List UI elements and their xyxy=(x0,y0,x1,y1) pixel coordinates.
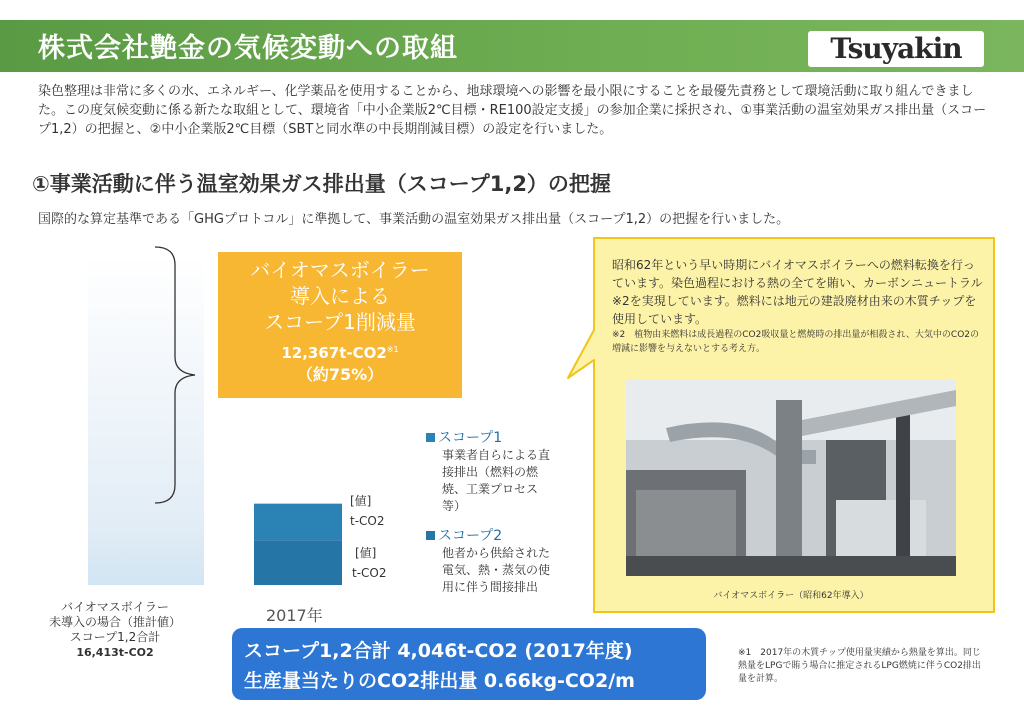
scope2-unit-label: t-CO2 xyxy=(352,566,387,580)
bar-2017-scope1 xyxy=(254,504,342,541)
reduction-line3: スコープ1削減量 xyxy=(264,310,416,334)
summary-line2: 生産量当たりのCO2排出量 0.66kg-CO2/m xyxy=(244,670,635,692)
reduction-amount xyxy=(218,340,462,363)
reduction-line2: 導入による xyxy=(290,284,390,308)
reduction-amount-value: 12,367t-CO2 xyxy=(281,344,387,362)
bar1-total-label: 16,413t-CO2 xyxy=(76,646,154,659)
page-title: 株式会社艶金の気候変動への取組 xyxy=(38,33,458,64)
company-logo: Tsuyakin xyxy=(808,31,984,67)
bar2-year-label: 2017年 xyxy=(266,606,323,625)
legend-scope1-description: 事業者自らによる直接排出（燃料の燃焼、工業プロセス等） xyxy=(442,448,551,513)
summary-box xyxy=(232,628,706,700)
bar1-caption-line: バイオマスボイラー xyxy=(61,600,169,614)
scope1-value-label: [値] xyxy=(350,494,372,508)
legend-swatch-scope1 xyxy=(426,433,435,442)
legend-scope1-label: スコープ1 xyxy=(438,430,503,446)
scope1-unit-label: t-CO2 xyxy=(350,514,385,528)
section1-description: 国際的な算定基準である「GHGプロトコル」に準拠して、事業活動の温室効果ガス排出量（スコープ1,2）の把握を行いました。 xyxy=(38,212,790,227)
photo-caption: バイオマスボイラー（昭和62年導入） xyxy=(713,591,869,601)
legend-scope2 xyxy=(426,525,502,545)
reduction-percent: （約75%） xyxy=(296,365,384,384)
section1-title: ①事業活動に伴う温室効果ガス排出量（スコープ1,2）の把握 xyxy=(32,172,611,196)
callout-note: ※2 植物由来燃料は成長過程のCO2吸収量と燃焼時の排出量が相殺され、大気中のCO2の増減に影響を与えないとする考え方。 xyxy=(612,330,979,354)
reduction-amount-note: ※1 xyxy=(386,345,399,354)
bar-2017-scope2 xyxy=(254,540,342,585)
reduction-box xyxy=(218,252,462,398)
scope2-value-label: [値] xyxy=(355,546,377,560)
legend-scope2-description: 他者から供給された電気、熱・蒸気の使用に伴う間接排出 xyxy=(442,546,551,594)
bar1-caption xyxy=(30,600,200,660)
bar1-caption-line: スコープ1,2合計 xyxy=(69,630,161,644)
legend-swatch-scope2 xyxy=(426,531,435,540)
brace-icon xyxy=(150,245,200,505)
reduction-line1: バイオマスボイラー xyxy=(250,258,430,282)
legend-scope2-label: スコープ2 xyxy=(438,528,503,544)
callout-text: 昭和62年という早い時期にバイオマスボイラーへの燃料転換を行っています。染色過程における熱の全てを賄い、カーボンニュートラル※2を実現しています。燃料には地元の建設廃材由来の木質チップを使用しています。 xyxy=(612,258,983,326)
legend-scope1 xyxy=(426,427,502,447)
summary-line1: スコープ1,2合計 4,046t-CO2 (2017年度) xyxy=(244,640,633,662)
biomass-boiler-photo xyxy=(626,380,956,576)
footnote: ※1 2017年の木質チップ使用量実績から熱量を算出。同じ熱量をLPGで賄う場合に推定されるLPG燃焼に伴うCO2排出量を計算。 xyxy=(738,648,981,684)
intro-paragraph: 染色整理は非常に多くの水、エネルギー、化学薬品を使用することから、地球環境への影響を最小限にすることを最優先責務として環境活動に取り組んできました。この度気候変動に係る新たな取組として、環境省「中小企業版2℃目標・RE100設定支援」の参加企業に採択され、①事業活動の温室効果ガス排出量（スコープ1,2）の把握と、②中小企業版2℃目標（SBTと同水準の中長期削減目標）の設定を行いました。 xyxy=(38,84,987,137)
bar1-caption-line: 未導入の場合（推計値） xyxy=(48,615,181,629)
